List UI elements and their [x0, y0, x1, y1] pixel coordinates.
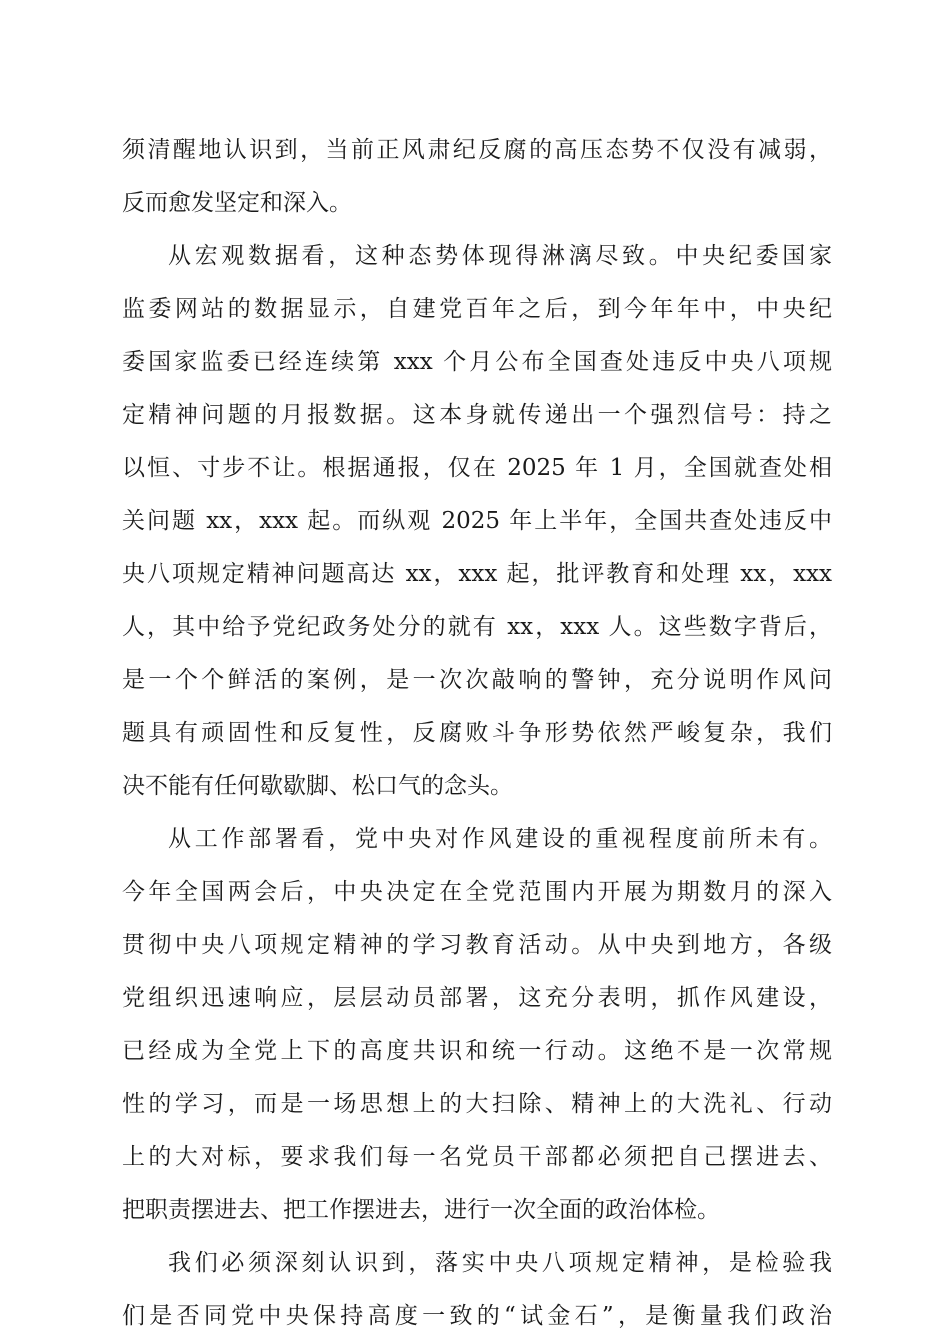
text-line: 今年全国两会后，中央决定在全党范围内开展为期数月的深入 — [122, 879, 832, 905]
text-line: 题具有顽固性和反复性，反腐败斗争形势依然严峻复杂，我们 — [122, 720, 832, 746]
text-line: 以恒、寸步不让。根据通报，仅在 2025 年 1 月，全国就查处相 — [122, 455, 832, 481]
text-line: 已经成为全党上下的高度共识和统一行动。这绝不是一次常规 — [122, 1038, 832, 1064]
text-line: 定精神问题的月报数据。这本身就传递出一个强烈信号：持之 — [122, 402, 832, 428]
text-line: 监委网站的数据显示，自建党百年之后，到今年年中，中央纪 — [122, 296, 832, 322]
text-line: 我们必须深刻认识到，落实中央八项规定精神，是检验我 — [168, 1250, 832, 1276]
text-line: 人，其中给予党纪政务处分的就有 xx，xxx 人。这些数字背后， — [122, 614, 832, 640]
document-body — [122, 124, 832, 1343]
text-line: 性的学习，而是一场思想上的大扫除、精神上的大洗礼、行动 — [122, 1091, 832, 1117]
text-line: 央八项规定精神问题高达 xx，xxx 起，批评教育和处理 xx，xxx — [122, 561, 832, 587]
text-line: 是一个个鲜活的案例，是一次次敲响的警钟，充分说明作风问 — [122, 667, 832, 693]
text-line: 决不能有任何歇歇脚、松口气的念头。 — [122, 773, 513, 799]
text-line: 们是否同党中央保持高度一致的“试金石”，是衡量我们政治 — [122, 1303, 832, 1329]
text-line: 贯彻中央八项规定精神的学习教育活动。从中央到地方，各级 — [122, 932, 832, 958]
text-line: 党组织迅速响应，层层动员部署，这充分表明，抓作风建设， — [122, 985, 832, 1011]
text-line: 从工作部署看，党中央对作风建设的重视程度前所未有。 — [168, 826, 832, 852]
text-line: 把职责摆进去、把工作摆进去，进行一次全面的政治体检。 — [122, 1197, 720, 1223]
text-line: 委国家监委已经连续第 xxx 个月公布全国查处违反中央八项规 — [122, 349, 832, 375]
text-line: 须清醒地认识到，当前正风肃纪反腐的高压态势不仅没有减弱， — [122, 137, 832, 163]
text-line: 反而愈发坚定和深入。 — [122, 190, 352, 216]
text-line: 关问题 xx，xxx 起。而纵观 2025 年上半年，全国共查处违反中 — [122, 508, 832, 534]
text-line: 从宏观数据看，这种态势体现得淋漓尽致。中央纪委国家 — [168, 243, 832, 269]
text-line: 上的大对标，要求我们每一名党员干部都必须把自己摆进去、 — [122, 1144, 832, 1170]
